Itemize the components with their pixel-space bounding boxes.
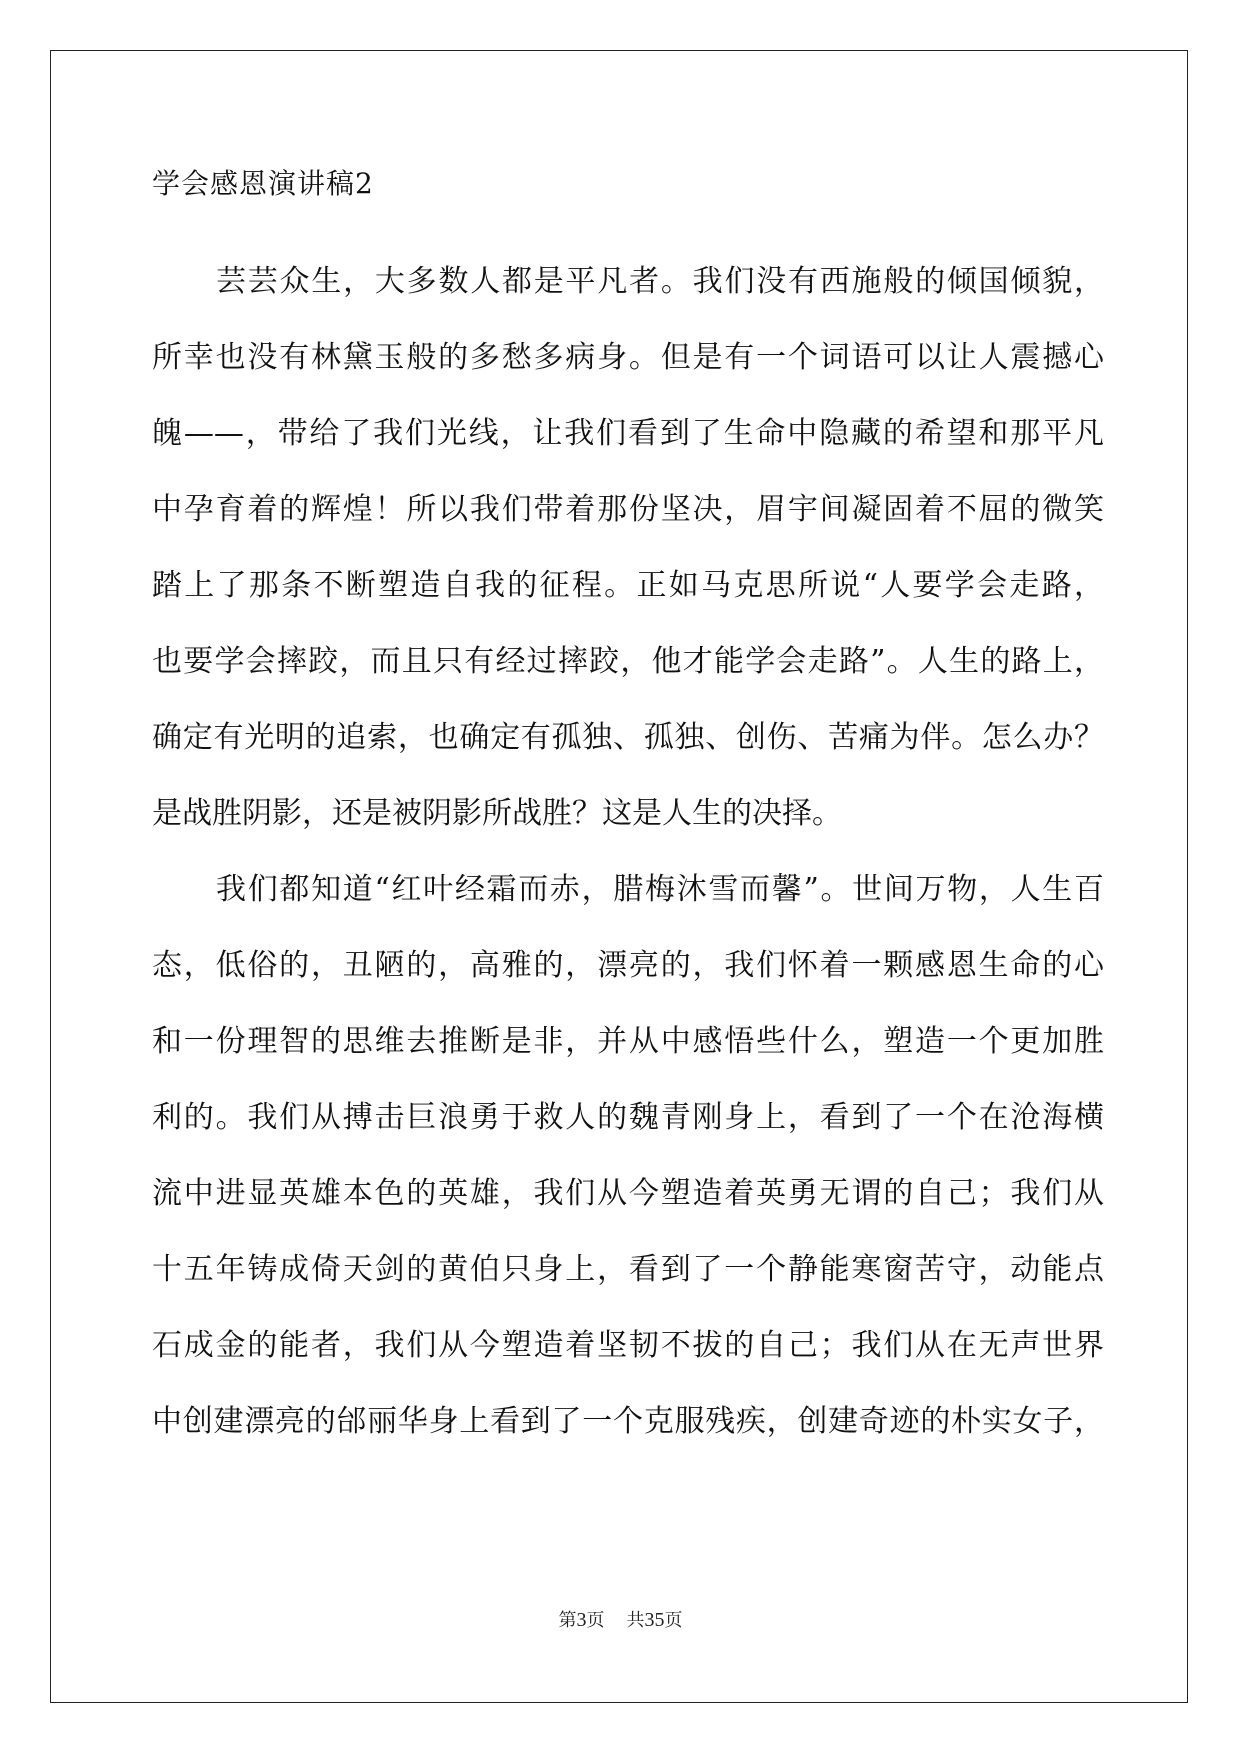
paragraph-line: 中创建漂亮的邰丽华身上看到了一个克服残疾，创建奇迹的朴实女子，	[152, 1404, 1104, 1439]
page-footer	[0, 1608, 1241, 1633]
paragraph-line: 中孕育着的辉煌！所以我们带着那份坚决，眉宇间凝固着不屈的微笑	[152, 492, 1104, 527]
paragraph-2	[152, 852, 1104, 1460]
document-body	[152, 165, 1104, 1460]
paragraph-line: 我们都知道“红叶经霜而赤，腊梅沐雪而馨”。世间万物，人生百	[216, 872, 1104, 907]
paragraph-line: 芸芸众生，大多数人都是平凡者。我们没有西施般的倾国倾貌，	[216, 264, 1104, 299]
paragraph-line: 所幸也没有林黛玉般的多愁多病身。但是有一个词语可以让人震撼心	[152, 340, 1104, 375]
page-suffix: 页	[586, 1610, 605, 1631]
paragraph-line: 魄——，带给了我们光线，让我们看到了生命中隐藏的希望和那平凡	[152, 416, 1104, 451]
paragraph-line: 流中进显英雄本色的英雄，我们从今塑造着英勇无谓的自己；我们从	[152, 1176, 1104, 1211]
total-suffix: 页	[664, 1610, 683, 1631]
paragraph-line: 踏上了那条不断塑造自我的征程。正如马克思所说“人要学会走路，	[152, 568, 1104, 603]
total-prefix: 共	[626, 1610, 645, 1631]
document-title: 学会感恩演讲稿2	[152, 167, 374, 200]
total-pages: 35	[644, 1609, 665, 1631]
paragraph-line: 也要学会摔跤，而且只有经过摔跤，他才能学会走路”。人生的路上，	[152, 644, 1104, 679]
page-prefix: 第	[558, 1610, 577, 1631]
paragraph-line: 态，低俗的，丑陋的，高雅的，漂亮的，我们怀着一颗感恩生命的心	[152, 948, 1104, 983]
paragraph-1	[152, 244, 1104, 852]
paragraph-line: 确定有光明的追索，也确定有孤独、孤独、创伤、苦痛为伴。怎么办？	[152, 720, 1104, 755]
paragraph-line: 是战胜阴影，还是被阴影所战胜？这是人生的决择。	[152, 796, 842, 831]
paragraph-line: 石成金的能者，我们从今塑造着坚韧不拔的自己；我们从在无声世界	[152, 1328, 1104, 1363]
paragraph-line: 利的。我们从搏击巨浪勇于救人的魏青刚身上，看到了一个在沧海横	[152, 1100, 1104, 1135]
paragraph-line: 十五年铸成倚天剑的黄伯只身上，看到了一个静能寒窗苦守，动能点	[152, 1252, 1104, 1287]
paragraph-line: 和一份理智的思维去推断是非，并从中感悟些什么，塑造一个更加胜	[152, 1024, 1104, 1059]
page-number: 3	[576, 1609, 587, 1631]
